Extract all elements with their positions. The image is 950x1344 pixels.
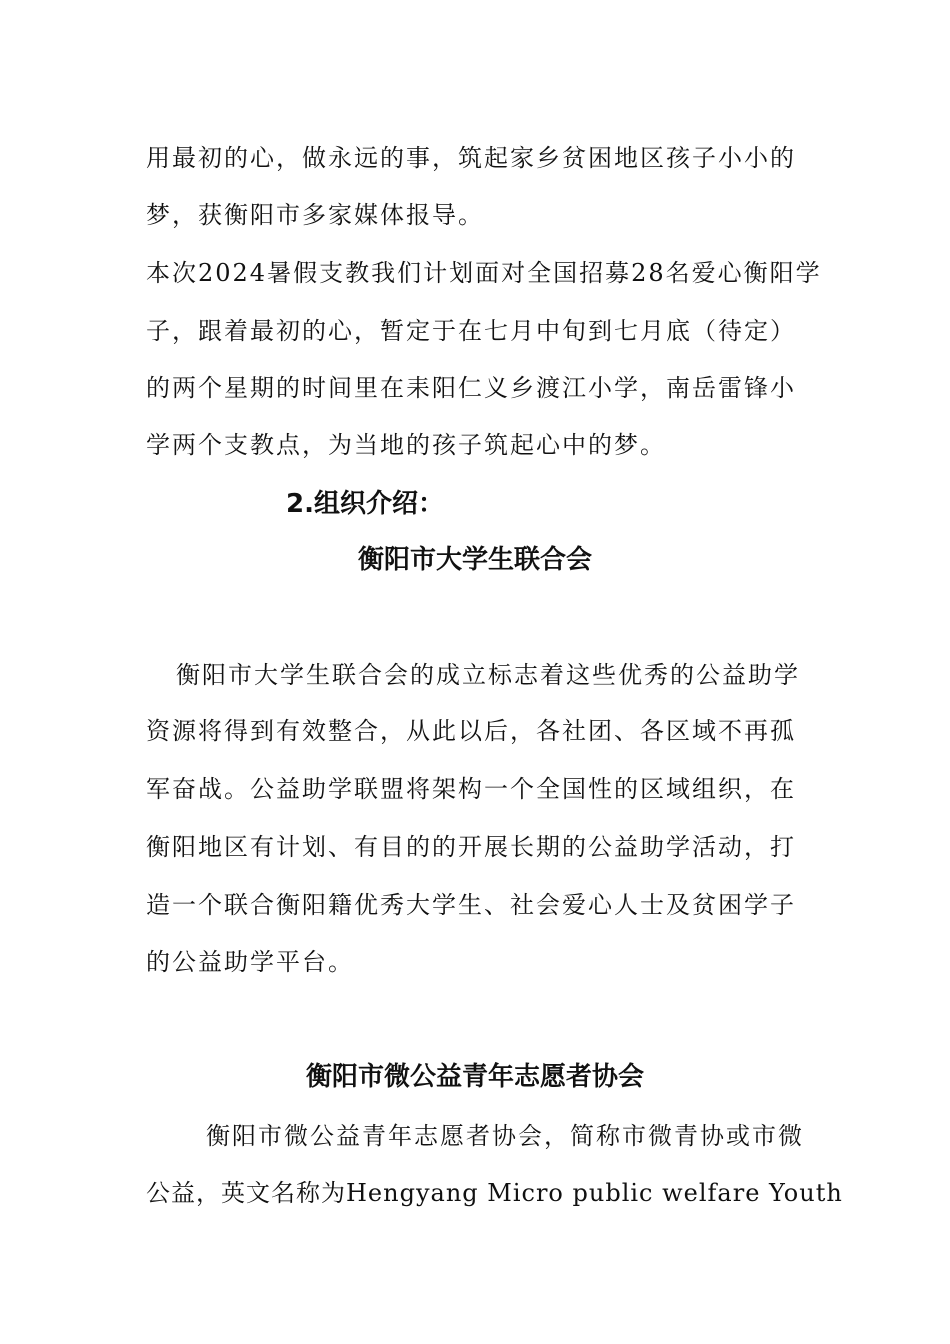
org-1-line-4: 衡阳地区有计划、有目的的开展长期的公益助学活动，打 [146,833,796,861]
org-1-line-2: 资源将得到有效整合，从此以后，各社团、各区域不再孤 [146,717,796,745]
org-2-title: 衡阳市微公益青年志愿者协会 [305,1062,644,1092]
org-2-line-2: 公益，英文名称为Hengyang Micro public welfare Youth [146,1179,843,1207]
org-1-line-3: 军奋战。公益助学联盟将架构一个全国性的区域组织，在 [146,775,796,803]
paragraph-2-line-4: 学两个支教点，为当地的孩子筑起心中的梦。 [146,431,666,459]
org-1-line-5: 造一个联合衡阳籍优秀大学生、社会爱心人士及贫困学子 [146,891,796,919]
org-2-line-1: 衡阳市微公益青年志愿者协会，简称市微青协或市微 [206,1122,804,1150]
paragraph-2-line-1: 本次2024暑假支教我们计划面对全国招募28名爱心衡阳学 [146,259,822,287]
org-1-line-1: 衡阳市大学生联合会的成立标志着这些优秀的公益助学 [176,661,800,689]
paragraph-2-line-3: 的两个星期的时间里在耒阳仁义乡渡江小学，南岳雷锋小 [146,374,796,402]
section-heading: 2.组织介绍： [286,489,444,519]
org-1-line-6: 的公益助学平台。 [146,948,354,976]
paragraph-1-line-2: 梦，获衡阳市多家媒体报导。 [146,201,484,229]
org-1-title: 衡阳市大学生联合会 [357,545,592,575]
paragraph-1-line-1: 用最初的心，做永远的事，筑起家乡贫困地区孩子小小的 [146,144,796,172]
paragraph-2-line-2: 子，跟着最初的心，暂定于在七月中旬到七月底（待定） [146,317,796,345]
